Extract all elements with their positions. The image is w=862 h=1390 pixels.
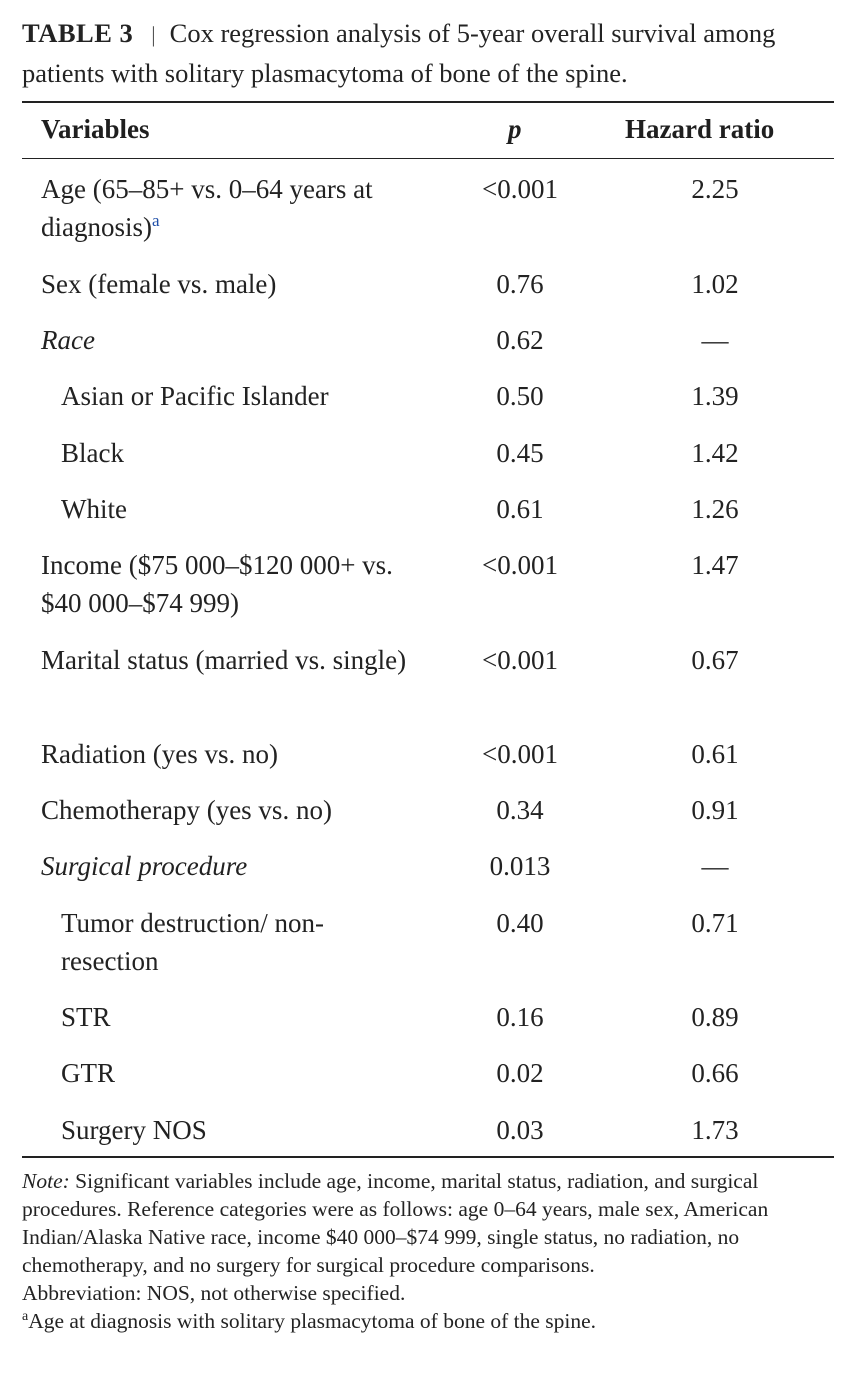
row-radiation-p: <0.001 <box>482 739 558 769</box>
row-marital-hr: 0.67 <box>691 645 739 675</box>
header-hazard-ratio: Hazard ratio <box>625 114 775 144</box>
header-p: p <box>508 114 522 144</box>
row-marital-p: <0.001 <box>482 645 558 675</box>
row-white-p: 0.61 <box>496 494 544 524</box>
note-label: Note: <box>22 1169 70 1193</box>
bottom-rule <box>22 1156 834 1158</box>
row-gtr-hr: 0.66 <box>691 1058 739 1088</box>
row-gtr-variable: GTR <box>61 1058 115 1088</box>
row-age-variable: Age (65–85+ vs. 0–64 years at diagnosis)$^a$ <box>41 174 373 242</box>
row-black-hr: 1.42 <box>691 438 739 468</box>
row-black-p: 0.45 <box>496 438 544 468</box>
row-white-variable: White <box>61 494 127 524</box>
table-caption <box>22 14 842 92</box>
row-sex-p: 0.76 <box>496 269 544 299</box>
abbreviation-note: Abbreviation: NOS, not otherwise specified. <box>22 1281 406 1305</box>
row-chemotherapy-variable: Chemotherapy (yes vs. no) <box>41 795 332 825</box>
row-tumor-destruction-hr: 0.71 <box>691 908 739 938</box>
row-surgery-nos-variable: Surgery NOS <box>61 1115 207 1145</box>
footnote-a <box>22 1307 837 1335</box>
note-text: Significant variables include age, income, marital status, radiation, and surgical procedures. Reference categories were as follows: age 0–64 years, male sex, American Indian/Alaska Native race, income $40 000–$74 999, single status, no radiation, no chemotherapy, and no surgery for surgical procedure comparisons. <box>22 1169 769 1277</box>
row-asian-hr: 1.39 <box>691 381 739 411</box>
row-asian-variable: Asian or Pacific Islander <box>61 381 329 411</box>
row-radiation-variable: Radiation (yes vs. no) <box>41 739 278 769</box>
row-age-p: <0.001 <box>482 174 558 204</box>
table-notes <box>22 1167 837 1335</box>
row-income-hr: 1.47 <box>691 550 739 580</box>
row-sex-hr: 1.02 <box>691 269 739 299</box>
row-age-hr: 2.25 <box>691 174 739 204</box>
footnote-a-text: Age at diagnosis with solitary plasmacytoma of bone of the spine. <box>28 1309 597 1333</box>
caption-separator: | <box>151 22 156 47</box>
row-gtr-p: 0.02 <box>496 1058 544 1088</box>
header-rule <box>22 158 834 159</box>
caption-text: Cox regression analysis of 5-year overall survival among patients with solitary plasmacytoma of bone of the spine. <box>22 18 776 88</box>
row-race-variable: Race <box>41 325 95 355</box>
row-surgery-nos-hr: 1.73 <box>691 1115 739 1145</box>
row-surgical-hr: — <box>701 851 729 881</box>
row-marital-variable: Marital status (married vs. single) <box>41 645 407 675</box>
top-rule <box>22 101 834 103</box>
row-race-p: 0.62 <box>496 325 544 355</box>
row-race-hr: — <box>701 325 729 355</box>
footnote-a-mark: a <box>22 1308 29 1324</box>
row-tumor-destruction-variable: Tumor destruction/ non-resection <box>61 908 324 976</box>
row-surgery-nos-p: 0.03 <box>496 1115 544 1145</box>
row-surgical-variable: Surgical procedure <box>41 851 248 881</box>
row-sex-variable: Sex (female vs. male) <box>41 269 277 299</box>
note-paragraph <box>22 1167 837 1279</box>
row-str-hr: 0.89 <box>691 1002 739 1032</box>
footnote-mark-a: a <box>152 211 160 230</box>
row-white-hr: 1.26 <box>691 494 739 524</box>
row-radiation-hr: 0.61 <box>691 739 739 769</box>
row-chemotherapy-hr: 0.91 <box>691 795 739 825</box>
row-asian-p: 0.50 <box>496 381 544 411</box>
row-income-variable: Income ($75 000–$120 000+ vs. $40 000–$74 999) <box>41 550 393 618</box>
row-tumor-destruction-p: 0.40 <box>496 908 544 938</box>
table-label: TABLE 3 <box>22 18 134 48</box>
row-income-p: <0.001 <box>482 550 558 580</box>
header-variables: Variables <box>41 114 150 144</box>
row-surgical-p: 0.013 <box>489 851 551 881</box>
row-black-variable: Black <box>61 438 124 468</box>
row-str-p: 0.16 <box>496 1002 544 1032</box>
row-str-variable: STR <box>61 1002 111 1032</box>
row-chemotherapy-p: 0.34 <box>496 795 544 825</box>
